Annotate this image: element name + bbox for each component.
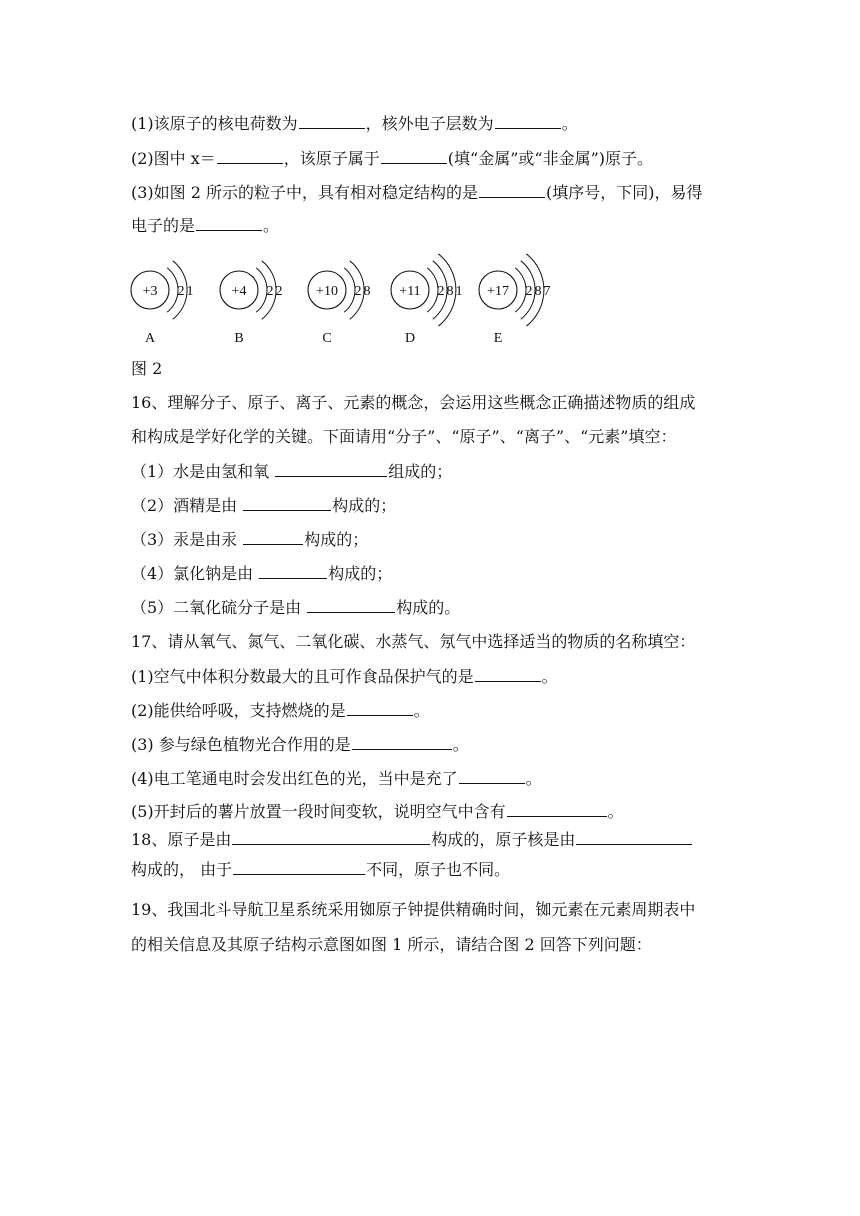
q18-text: 18、原子是由: [131, 830, 232, 849]
q17-text: 。: [607, 802, 624, 821]
q15-text: ，核外电子层数为: [365, 114, 494, 133]
q16-item-4: [131, 562, 392, 585]
q17-text: (4)电工笔通电时会发出红色的光，当中是充了: [131, 769, 458, 788]
shell-electron-count: 8: [534, 284, 542, 299]
answer-blank[interactable]: [217, 147, 283, 164]
nucleus-charge: +4: [231, 284, 247, 299]
atom-structure-figure: [122, 250, 592, 350]
answer-blank[interactable]: [352, 733, 452, 750]
q16-text: 构成的；: [304, 530, 369, 549]
answer-blank[interactable]: [307, 596, 395, 613]
nucleus-charge: +11: [399, 284, 421, 299]
shell-electron-count: 2: [177, 284, 185, 299]
q18-line-1: [131, 828, 693, 851]
answer-blank[interactable]: [259, 562, 327, 579]
q15-text: (3)如图 2 所示的粒子中，具有相对稳定结构的是: [131, 183, 479, 202]
q15-line-1: [131, 112, 578, 135]
answer-blank[interactable]: [507, 800, 607, 817]
shell-electron-count: 1: [455, 284, 463, 299]
q17-item-1: [131, 665, 558, 688]
q16-text: 组成的；: [388, 462, 453, 481]
answer-blank[interactable]: [459, 767, 525, 784]
figure-caption: 图 2: [131, 359, 163, 378]
q17-item-4: [131, 767, 542, 790]
q19-line-2: 的相关信息及其原子结构示意图如图 1 所示，请结合图 2 回答下列问题：: [131, 935, 652, 954]
q17-text: 。: [452, 735, 469, 754]
q17-item-2: [131, 699, 430, 722]
q18-text: 不同，原子也不同。: [366, 860, 511, 879]
shell-electron-count: 8: [446, 284, 454, 299]
shell-electron-count: 2: [354, 284, 362, 299]
q17-text: 。: [541, 667, 558, 686]
q17-text: 。: [525, 769, 542, 788]
q15-text: ，该原子属于: [283, 149, 380, 168]
q15-text: (1)该原子的核电荷数为: [131, 114, 298, 133]
q16-text: （2）酒精是由: [131, 496, 243, 515]
shell-electron-count: 8: [363, 284, 371, 299]
answer-blank[interactable]: [196, 214, 262, 231]
answer-blank[interactable]: [232, 828, 430, 845]
q16-text: 构成的。: [396, 598, 461, 617]
answer-blank[interactable]: [479, 181, 545, 198]
q15-line-4: [131, 214, 279, 237]
q15-line-2: [131, 147, 653, 170]
nucleus-charge: +10: [316, 284, 338, 299]
q15-text: 。: [263, 216, 280, 235]
q16-text: （1）水是由氢和氧: [131, 462, 275, 481]
atom-label: B: [234, 331, 244, 346]
q18-text: 构成的，原子核是由: [431, 830, 576, 849]
q18-text: 构成的， 由于: [131, 860, 233, 879]
answer-blank[interactable]: [243, 528, 303, 545]
q17-text: (1)空气中体积分数最大的且可作食品保护气的是: [131, 667, 474, 686]
atom-label: C: [322, 331, 332, 346]
answer-blank[interactable]: [495, 112, 561, 129]
q16-text: （4）氯化钠是由: [131, 564, 259, 583]
q16-item-1: [131, 460, 452, 483]
answer-blank[interactable]: [576, 828, 692, 845]
atom-label: A: [144, 331, 156, 346]
q16-intro-2: 和构成是学好化学的关键。下面请用“分子”、“原子”、“离子”、“元素”填空：: [131, 427, 677, 446]
shell-electron-count: 2: [275, 284, 283, 299]
q15-text: (填“金属”或“非金属”)原子。: [447, 149, 654, 168]
q17-text: 。: [413, 701, 430, 720]
q15-line-3: [131, 181, 703, 204]
shell-electron-count: 2: [437, 284, 445, 299]
shell-electron-count: 7: [543, 284, 551, 299]
answer-blank[interactable]: [243, 494, 331, 511]
answer-blank[interactable]: [475, 665, 541, 682]
q17-text: (3) 参与绿色植物光合作用的是: [131, 735, 351, 754]
q15-text: (2)图中 x＝: [131, 149, 216, 168]
q16-text: （5）二氧化硫分子是由: [131, 598, 307, 617]
q16-text: （3）汞是由汞: [131, 530, 243, 549]
q16-text: 构成的；: [328, 564, 393, 583]
shell-electron-count: 2: [525, 284, 533, 299]
q15-text: 电子的是: [131, 216, 196, 235]
q15-text: (填序号，下同)，易得: [546, 183, 703, 202]
shell-electron-count: 2: [266, 284, 274, 299]
atom-label: D: [404, 331, 416, 346]
nucleus-charge: +17: [487, 284, 509, 299]
q16-text: 构成的；: [332, 496, 397, 515]
q17-text: (2)能供给呼吸，支持燃烧的是: [131, 701, 346, 720]
q17-intro: 17、请从氧气、氮气、二氧化碳、水蒸气、氖气中选择适当的物质的名称填空：: [131, 632, 696, 651]
q17-item-3: [131, 733, 469, 756]
q16-item-3: [131, 528, 368, 551]
answer-blank[interactable]: [275, 460, 387, 477]
q19-line-1: 19、我国北斗导航卫星系统采用铷原子钟提供精确时间，铷元素在元素周期表中: [131, 900, 696, 919]
answer-blank[interactable]: [233, 858, 365, 875]
answer-blank[interactable]: [347, 699, 413, 716]
answer-blank[interactable]: [381, 147, 447, 164]
q18-line-2: [131, 858, 510, 881]
q16-item-5: [131, 596, 460, 619]
q15-text: 。: [561, 114, 578, 133]
nucleus-charge: +3: [142, 284, 158, 299]
q17-item-5: [131, 800, 624, 823]
shell-electron-count: 1: [186, 284, 194, 299]
q16-item-2: [131, 494, 396, 517]
q16-intro-1: 16、理解分子、原子、离子、元素的概念，会运用这些概念正确描述物质的组成: [131, 393, 696, 412]
atom-label: E: [493, 331, 503, 346]
answer-blank[interactable]: [299, 112, 365, 129]
q17-text: (5)开封后的薯片放置一段时间变软，说明空气中含有: [131, 802, 506, 821]
